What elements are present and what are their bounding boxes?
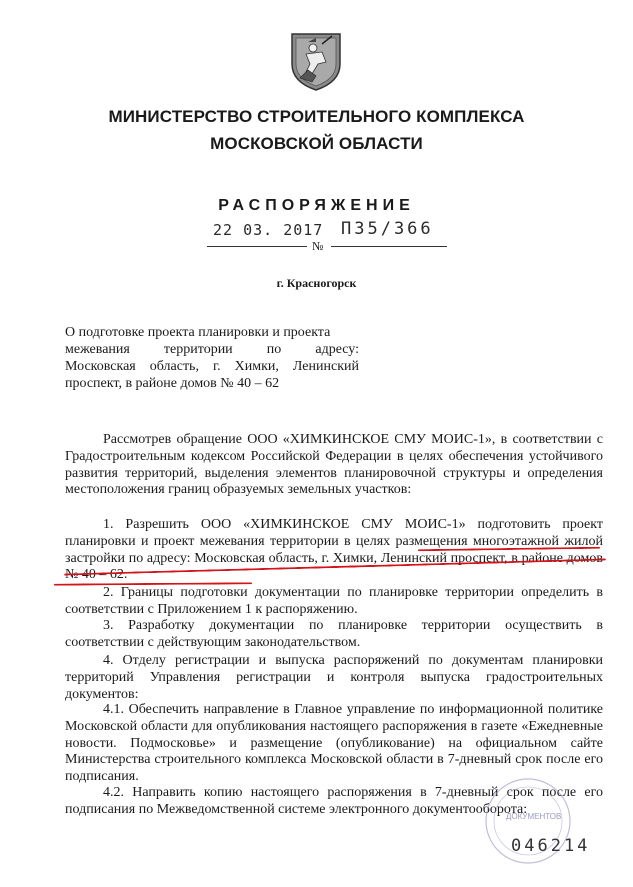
ministry-title-line1: МИНИСТЕРСТВО СТРОИТЕЛЬНОГО КОМПЛЕКСА — [108, 107, 525, 126]
item-3-paragraph — [65, 618, 603, 652]
item-1-text: 1. Разрешить ООО «ХИМКИНСКОЕ СМУ МОИС-1» подготовить проект планировки и проект межевания территории в целях размещения многоэтажной жилой застройки по адресу: Московская область, г. Химки, Ленинский проспект, в районе домов № 40 – 62. — [65, 517, 603, 583]
coat-of-arms-icon — [286, 30, 346, 92]
item-3-text: 3. Разработку документации по планировке территории осуществить в соответствии с действующим законодательством. — [65, 618, 603, 650]
serial-number: 046214 — [511, 836, 591, 856]
stamp-text: ДОКУМЕНТОВ — [506, 812, 562, 821]
date-number-line — [205, 221, 450, 251]
item-4-1-text: 4.1. Обеспечить направление в Главное управление по информационной политике Московской области для опубликования настоящего распоряжения в газете «Ежедневные новости. Подмосковье» и размещение (опубликование) на официальном сайте Министерства строительного комплекса Московской области в 7-дневный срок после его подписания. — [65, 702, 603, 785]
item-4-2-text: 4.2. Направить копию настоящего распоряжения в 7-дневный срок после его подписания по Межведомственной системе электронного документооборота: — [65, 785, 603, 817]
document-subject — [65, 324, 359, 392]
subject-line: проспект, в районе домов № 40 – 62 — [65, 376, 280, 391]
subject-line: О подготовке проекта планировки и проекта — [65, 325, 331, 340]
handwritten-number: П35/366 — [341, 219, 434, 239]
item-2-paragraph — [65, 585, 603, 619]
document-type-title: РАСПОРЯЖЕНИЕ — [218, 197, 415, 214]
ministry-title-line2: МОСКОВСКОЙ ОБЛАСТИ — [210, 134, 423, 153]
item-1-paragraph — [65, 517, 603, 584]
intro-text: Рассмотрев обращение ООО «ХИМКИНСКОЕ СМУ МОИС-1», в соответствии с Градостроительным кодексом Российской Федерации в целях обеспечения устойчивого развития территорий, выделения элементов планировочной структуры и определения местоположения границ образуемых земельных участков: — [65, 432, 603, 498]
item-4-paragraph — [65, 653, 603, 703]
intro-paragraph — [65, 432, 603, 499]
item-4-text: 4. Отделу регистрации и выпуска распоряжений по документам планировки территорий Управления регистрации и контроля выпуска градостроительных документов: — [65, 653, 603, 702]
handwritten-date: 22 03. 2017 — [213, 221, 324, 239]
subject-line: межевания территории по адресу: — [65, 342, 359, 357]
city-label: г. Красногорск — [276, 276, 357, 290]
date-underline — [207, 246, 307, 247]
subject-line: Московская область, г. Химки, Ленинский — [65, 359, 359, 374]
number-sign: № — [312, 239, 324, 253]
item-2-text: 2. Границы подготовки документации по планировке территории определить в соответствии с Приложением 1 к распоряжению. — [65, 585, 603, 617]
number-underline — [331, 246, 447, 247]
